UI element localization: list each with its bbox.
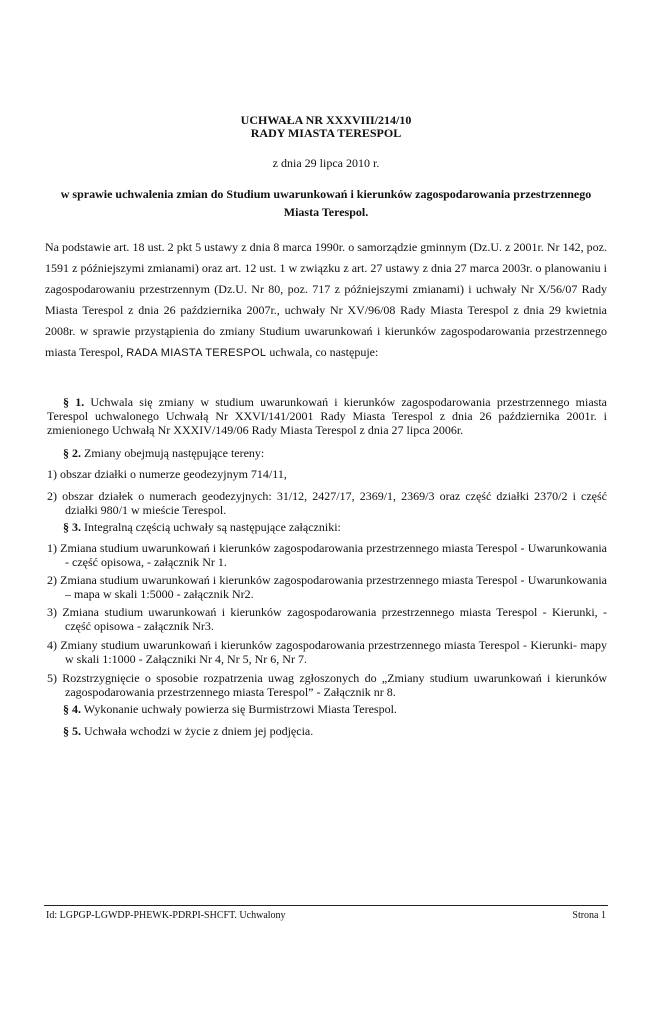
resolution-subject (40, 185, 612, 221)
preamble-paragraph (45, 237, 607, 364)
subject-line-2: Miasta Terespol. (283, 205, 369, 219)
section-4-label: § 4. (63, 702, 81, 716)
section-2-item: 2) obszar działek o numerach geodezyjnych: 31/12, 2427/17, 2369/1, 2369/3 oraz część działki 2370/2 i część działki 980/1 w mieście Terespol. (47, 489, 607, 517)
section-3-label: § 3. (63, 520, 81, 534)
preamble-council: RADA MIASTA TERESPOL (126, 347, 267, 359)
section-2-item: 1) obszar działki o numerze geodezyjnym 714/11, (47, 467, 287, 481)
section-3-text: Integralną częścią uchwały są następujące załączniki: (81, 520, 341, 534)
section-4-text: Wykonanie uchwały powierza się Burmistrzowi Miasta Terespol. (81, 702, 397, 716)
preamble-text: Na podstawie art. 18 ust. 2 pkt 5 ustawy z dnia 8 marca 1990r. o samorządzie gminnym (Dz.U. z 2001r. Nr 142, poz. 1591 z późniejszymi zmianami) oraz art. 12 ust. 1 w związku z art. 27 ustawy z dnia 27 marca 2003r. o planowaniu i zagospodarowaniu przestrzennym (Dz.U. Nr 80, poz. 717 z późniejszymi zmianami) i uchwały Nr X/56/07 Rady Miasta Terespol z dnia 26 października 2007r., uchwały Nr XV/96/08 Rady Miasta Terespol z dnia 29 kwietnia 2008r. w sprawie przystąpienia do zmiany Studium uwarunkowań i kierunków zagospodarowania przestrzennego miasta Terespol, (45, 240, 607, 359)
attachment-item: 2) Zmiana studium uwarunkowań i kierunków zagospodarowania przestrzennego miasta Terespol - Uwarunkowania – mapa w skali 1:5000 - załącznik Nr2. (47, 573, 607, 601)
attachment-item: 5) Rozstrzygnięcie o sposobie rozpatrzenia uwag zgłoszonych do „Zmiany studium uwarunkowań i kierunków zagospodarowania przestrzennego miasta Terespol” - Załącznik nr 8. (47, 671, 607, 699)
section-3 (63, 520, 603, 534)
preamble-ending: uchwala, co następuje: (266, 345, 379, 359)
section-4 (63, 702, 603, 716)
subject-line-1: w sprawie uchwalenia zmian do Studium uwarunkowań i kierunków zagospodarowania przestrzennego (60, 187, 592, 201)
attachment-item: 1) Zmiana studium uwarunkowań i kierunków zagospodarowania przestrzennego miasta Terespol - Uwarunkowania - część opisowa, - załącznik Nr 1. (47, 541, 607, 569)
section-2-label: § 2. (63, 446, 81, 460)
section-2-text: Zmiany obejmują następujące tereny: (81, 446, 265, 460)
section-1-label: § 1. (63, 395, 85, 409)
attachment-item: 4) Zmiany studium uwarunkowań i kierunków zagospodarowania przestrzennego miasta Terespol - Kierunki- mapy w skali 1:1000 - Załączniki Nr 4, Nr 5, Nr 6, Nr 7. (47, 638, 607, 666)
section-5-text: Uchwała wchodzi w życie z dniem jej podjęcia. (81, 724, 314, 738)
resolution-title: UCHWAŁA NR XXXVIII/214/10 (240, 113, 412, 127)
footer-divider (44, 905, 608, 906)
attachment-item: 3) Zmiana studium uwarunkowań i kierunków zagospodarowania przestrzennego miasta Terespol - Kierunki, - część opisowa - załącznik Nr3. (47, 605, 607, 633)
section-1 (47, 395, 607, 437)
resolution-date: z dnia 29 lipca 2010 r. (272, 156, 380, 170)
page-number: Strona 1 (572, 910, 606, 921)
section-2 (63, 446, 603, 460)
document-id: Id: LGPGP-LGWDP-PHEWK-PDRPI-SHCFT. Uchwalony (46, 910, 286, 921)
section-5-label: § 5. (63, 724, 81, 738)
council-name: RADY MIASTA TERESPOL (250, 126, 402, 140)
section-5 (63, 724, 603, 738)
section-1-text: Uchwala się zmiany w studium uwarunkowań i kierunków zagospodarowania przestrzennego miasta Terespol uchwalonego Uchwałą Nr XXVI/141/2001 Rady Miasta Terespol z dnia 26 października 2001r. i zmienionego Uchwałą Nr XXXIV/149/06 Rady Miasta Terespol z dnia 27 lipca 2006r. (47, 395, 607, 437)
